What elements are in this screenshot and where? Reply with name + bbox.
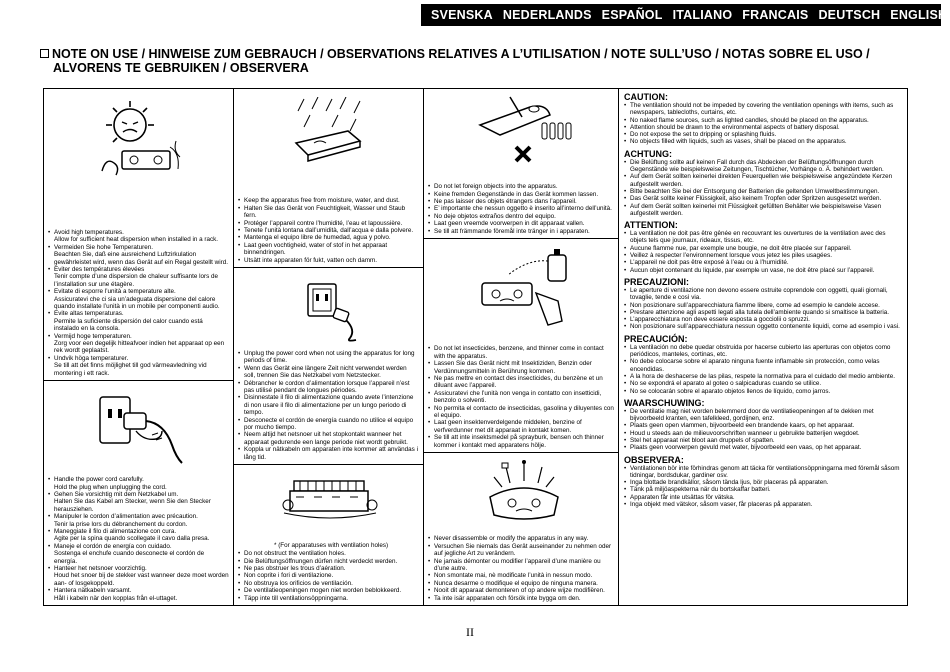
warning-title: PRECAUZIONI: — [624, 276, 689, 287]
cell-disassemble — [424, 453, 618, 605]
foreign-es: • No deje objetos extraños dentro del equipo. — [428, 213, 614, 220]
warning-item: • Prestare attenzione agli aspetti legati alla tutela dell’ambiente quando si smaltisce la batteria. — [624, 309, 904, 316]
insecticide-es: • No permita el contacto de insecticidas, gasolina y diluyentes con el equipo. — [428, 405, 614, 420]
disassemble-it: • Non smontate mai, nè modificate l’unità in nessun modo. — [428, 572, 614, 579]
unplug-de: • Wenn das Gerät eine längere Zeit nicht verwendet werden soll, trennen Sie das Netzkabel vom Netzstecker. — [238, 365, 419, 380]
ventilation-note: * (For apparatuses with ventilation holes) — [274, 542, 389, 549]
unplug-fr: • Débrancher le cordon d’alimentation lorsque l’appareil n’est pas utilisé pendant de longues périodes. — [238, 380, 419, 395]
column-1 — [44, 89, 234, 605]
warning-item: • No debe colocarse sobre el aparato ninguna fuente inflamable sin protección, como velas encendidas. — [624, 358, 904, 373]
language-bar — [421, 4, 948, 26]
insecticide-sv: • Se till att inte insektsmedel på sprayburk, bensen och thinner kommer i kontakt med apparatens hölje. — [428, 434, 614, 449]
moisture-text — [238, 197, 419, 264]
warning-item: • La ventilación no debe quedar obstruida por hacerse cubierto las aperturas con objetos como periódicos, manteles, cortinas, etc. — [624, 344, 904, 359]
warning-item: • Plaats geen open vlammen, bijvoorbeeld een brandende kaars, op het apparaat. — [624, 422, 904, 429]
column-2 — [234, 89, 424, 605]
ventilation-es: • No obstruya los orificios de ventilación. — [238, 580, 419, 587]
cell-high-temperature — [44, 89, 233, 381]
disassemble-sv: • Ta inte isär apparaten och försök inte bygga om den. — [428, 595, 614, 602]
disassemble-de: • Versuchen Sie niemals das Gerät auseinander zu nehmen oder auf jegliche Art zu verändern. — [428, 543, 614, 558]
warning-item: • Do not expose the set to dripping or splashing fluids. — [624, 131, 904, 138]
lang-svenska: SVENSKA — [431, 8, 493, 22]
unplug-nl: • Neem altijd het netsnoer uit het stopkontakt wanneer het apparaat gedurende een lange periode niet wordt gebruikt. — [238, 431, 419, 446]
moisture-sv: • Utsätt inte apparaten för fukt, vatten och damm. — [238, 257, 419, 264]
covered-vents-icon — [280, 471, 380, 531]
insecticide-it: • Assicuratevi che l’unità non venga in contatto con insetticidi, benzolo o solventi. — [428, 390, 614, 405]
foreign-objects-icon — [476, 93, 576, 171]
warning-item: • No objects filled with liquids, such as vases, shall be placed on the apparatus. — [624, 138, 904, 145]
warning-item: • No se expondrá el aparato al goteo o salpicaduras cuando se utilice. — [624, 380, 904, 387]
warning-item: • No naked flame sources, such as lighted candles, should be placed on the apparatus. — [624, 117, 904, 124]
insecticide-de: • Lassen Sie das Gerät nicht mit Insektiziden, Benzin oder Verdünnungsmitteln in Berührung kommen. — [428, 360, 614, 375]
notes-grid — [43, 88, 908, 606]
insecticide-en: • Do not let insecticides, benzene, and thinner come in contact with the apparatus. — [428, 345, 614, 360]
checkbox-icon — [40, 49, 49, 58]
insecticide-nl: • Laat geen insektenverdelgende middelen, benzine of verfverdunner met dit apparaat in kontakt komen. — [428, 419, 614, 434]
warning-item: • Auf dem Gerät sollten keinerlei mit Flüssigkeit gefüllten Behälter wie beispielsweise Vasen aufgestellt werden. — [624, 203, 904, 218]
cord-handle-en: • Handle the power cord carefully. Hold the plug when unplugging the cord. — [48, 476, 229, 491]
foreign-nl: • Laat geen vreemde voorwerpen in dit apparaat vallen. — [428, 220, 614, 227]
disassemble-fr: • Ne jamais démonter ou modifier l’appareil d’une manière ou d’une autre. — [428, 558, 614, 573]
lang-english: ENGLISH — [890, 8, 948, 22]
lang-espanol: ESPAÑOL — [601, 8, 663, 22]
warning-item: • Apparaten får inte utsättas för vätska. — [624, 494, 904, 501]
warning-title: OBSERVERA: — [624, 454, 684, 465]
ventilation-nl: • De ventilatieopeningen mogen niet worden beblokkeerd. — [238, 587, 419, 594]
warning-item: • La ventilation ne doit pas être gênée en recouvrant les ouvertures de la ventilation avec des objets tels que journaux, rideaux, tissus, etc. — [624, 230, 904, 245]
warning-item: • A la hora de deshacerse de las pilas, respete la normativa para el cuidado del medio ambiente. — [624, 373, 904, 380]
warning-item: • L’apparecchiatura non deve essere esposta a gocciolii o spruzzi. — [624, 316, 904, 323]
cell-unplug — [234, 268, 423, 465]
heading-line-1: NOTE ON USE / HINWEISE ZUM GEBRAUCH / OBSERVATIONS RELATIVES A L’UTILISATION / NOTE SULL’USO / NOTAS SOBRE EL USO / — [52, 47, 870, 61]
sun-heat-icon — [92, 97, 192, 183]
warning-title: ACHTUNG: — [624, 148, 672, 159]
temperature-text — [48, 229, 229, 377]
warning-item: • Ventilationen bör inte förhindras genom att täcka för ventilationsöppningarna med föremål såsom tidningar, bordsdukar, gardiner osv. — [624, 465, 904, 480]
cord-handle-sv: • Hantera nätkabeln varsamt. Håll i kabeln när den kopplas från el-uttaget. — [48, 587, 229, 602]
ventilation-sv: • Täpp inte till ventilationsöppningarna. — [238, 595, 419, 602]
heading-line-2: ALVORENS TE GEBRUIKEN / OBSERVERA — [53, 61, 309, 75]
temperature-fr: • Eviter des températures élevées Tenir compte d’une dispersion de chaleur suffisante lors de l’installation sur une étagère. — [48, 266, 229, 288]
plug-hand-icon — [96, 393, 186, 467]
lang-nederlands: NEDERLANDS — [502, 8, 592, 22]
temperature-es: • Evite altas temperaturas. Permite la suficiente dispersión del calor cuando está instalado en la consola. — [48, 310, 229, 332]
foreign-objects-text — [428, 183, 614, 235]
temperature-en: • Avoid high temperatures. Allow for sufficient heat dispersion when installed in a rack. — [48, 229, 229, 244]
warning-item: • Bitte beachten Sie bei der Entsorgung der Batterien die geltenden Umweltbestimmungen. — [624, 188, 904, 195]
wall-outlet-icon — [304, 280, 374, 342]
warning-item: • De ventilatie mag niet worden belemmerd door de ventilatieopeningen af te dekken met bijvoorbeeld kranten, een tafelkleed, gordijnen, enz. — [624, 408, 904, 423]
warning-title: WAARSCHUWING: — [624, 397, 705, 408]
column-warnings — [619, 89, 908, 605]
cell-insecticide — [424, 239, 618, 453]
unplug-en: • Unplug the power cord when not using the apparatus for long periods of time. — [238, 350, 419, 365]
foreign-it: • E’ importante che nessun oggetto è inserito all’interno dell’unità. — [428, 205, 614, 212]
lang-francais: FRANCAIS — [742, 8, 809, 22]
disassemble-text — [428, 535, 614, 602]
warning-item: • No se colocarán sobre el aparato objetos llenos de líquido, como jarros. — [624, 388, 904, 395]
warning-item: • The ventilation should not be impeded by covering the ventilation openings with items, such as newspapers, tablecloths, curtains, etc. — [624, 102, 904, 117]
ventilation-fr: • Ne pas obstruer les trous d’aération. — [238, 565, 419, 572]
warning-item: • Inga blottade brandkällor, såsom tända ljus, bör placeras på apparaten. — [624, 479, 904, 486]
disassembled-unit-icon — [484, 459, 564, 521]
cord-handle-es: • Maneje el cordón de energía con cuidado. Sostenga el enchufe cuando desconecte el cordón de energía. — [48, 543, 229, 565]
cord-handle-de: • Gehen Sie vorsichtig mit dem Netzkabel um. Halten Sie das Kabel am Stecker, wenn Sie den Stecker herausziehen. — [48, 491, 229, 513]
moisture-es: • Mantenga el equipo libre de humedad, agua y polvo. — [238, 234, 419, 241]
cord-handle-fr: • Manipuler le cordon d’alimentation avec précaution. Tenir la prise lors du débranchement du cordon. — [48, 513, 229, 528]
cord-handle-text — [48, 476, 229, 602]
disassemble-nl: • Nooit dit apparaat demonteren of op andere wijze modifiëren. — [428, 587, 614, 594]
foreign-en: • Do not let foreign objects into the apparatus. — [428, 183, 614, 190]
warning-item: • Aucun objet contenant du liquide, par exemple un vase, ne doit être placé sur l’appareil. — [624, 267, 904, 274]
temperature-it: • Evitate di esporre l’unità a temperature alte. Assicuratevi che ci sia un’adeguata dispersione del calore quando installate l’unità in un mobile per componenti audio. — [48, 288, 229, 310]
water-drops-icon — [284, 97, 374, 172]
disassemble-es: • Nunca desarme o modifique el equipo de ninguna manera. — [428, 580, 614, 587]
warning-item: • Stel het apparaat niet bloot aan druppels of spatten. — [624, 437, 904, 444]
moisture-en: • Keep the apparatus free from moisture, water, and dust. — [238, 197, 419, 204]
warning-title: CAUTION: — [624, 92, 668, 102]
warning-item: • Le aperture di ventilazione non devono essere ostruite coprendole con oggetti, quali giornali, tovaglie, tende e così via. — [624, 287, 904, 302]
warning-item: • Inga objekt med vätskor, såsom vaser, får placeras på apparaten. — [624, 501, 904, 508]
cell-handle-cord — [44, 381, 233, 605]
column-3 — [424, 89, 619, 605]
warning-title: ATTENTION: — [624, 220, 678, 231]
temperature-nl: • Vermijd hoge temperaturen. Zorg voor een degelijk hitteafvoer indien het apparaat op een rek wordt geplaatst. — [48, 333, 229, 355]
warning-item: • Non posizionare sull’apparecchiatura nessun oggetto contenente liquidi, come ad esempio i vasi. — [624, 323, 904, 330]
warning-item: • Das Gerät sollte keiner Flüssigkeit, also keinem Tropfen oder Spritzen ausgesetzt werden. — [624, 195, 904, 202]
unplug-it: • Disinnestate il filo di alimentazione quando avete l’intenzione di non usare il filo di alimentazione per un lungo periodo di tempo. — [238, 394, 419, 416]
temperature-de: • Vermeiden Sie hohe Temperaturen. Beachten Sie, daß eine ausreichend Luftzirkulation gewährleistet wird, wenn das Gerät auf ein Regal gestellt wird. — [48, 244, 229, 266]
cell-ventilation — [234, 465, 423, 605]
foreign-sv: • Se till att främmande föremål inte tränger in i apparaten. — [428, 228, 614, 235]
moisture-fr: • Protéger l’appareil contre l’humidité, l’eau et lapoussière. — [238, 220, 419, 227]
ventilation-de: • Die Belüftungsöffnungen dürfen nicht verdeckt werden. — [238, 558, 419, 565]
warning-item: • L’appareil ne doit pas être exposé à l’eau ou à l’humidité. — [624, 259, 904, 266]
warning-item: • Non posizionare sull’apparecchiatura fiamme libere, come ad esempio le candele accese. — [624, 302, 904, 309]
ventilation-text — [238, 550, 419, 602]
page-number: II — [466, 625, 474, 639]
warning-title: PRECAUCIÓN: — [624, 333, 688, 344]
moisture-de: • Halten Sie das Gerät von Feuchtigkeit, Wasser und Staub fern. — [238, 205, 419, 220]
cell-foreign-objects — [424, 89, 618, 239]
insecticide-fr: • Ne pas mettre en contact des insecticides, du benzène et un diluant avec l’appareil. — [428, 375, 614, 390]
unplug-sv: • Koppla ur nätkabeln om apparaten inte kommer att användas i lång tid. — [238, 446, 419, 461]
warning-item: • Die Belüftung sollte auf keinen Fall durch das Abdecken der Belüftungsöffnungen durch Gegenstände wie beispielsweise Zeitungen, Tischtücher, Vorhänge o. Ä. behindert werden. — [624, 159, 904, 174]
foreign-de: • Keine fremden Gegenstände in das Gerät kommen lassen. — [428, 191, 614, 198]
lang-deutsch: DEUTSCH — [818, 8, 881, 22]
warning-item: • Veillez à respecter l’environnement lorsque vous jetez les piles usagées. — [624, 252, 904, 259]
lang-italiano: ITALIANO — [672, 8, 733, 22]
foreign-fr: • Ne pas laisser des objets étrangers dans l’appareil. — [428, 198, 614, 205]
warning-item: • Houd u steeds aan de milieuvoorschriften wanneer u gebruikte batterijen wegdoet. — [624, 430, 904, 437]
warnings-list — [624, 92, 904, 508]
spray-can-icon — [474, 249, 574, 329]
disassemble-en: • Never disassemble or modify the apparatus in any way. — [428, 535, 614, 542]
cord-handle-nl: • Hanteer het netsnoer voorzichtig. Houd het snoer bij de stekker vast wanneer deze moet worden aan- of losgekoppeld. — [48, 565, 229, 587]
cell-moisture — [234, 89, 423, 268]
warning-item: • Plaats geen voorwerpen gevuld met water, bijvoorbeeld een vaas, op het apparaat. — [624, 444, 904, 451]
warning-item: • Tänk på miljöaspekterna när du bortskaffar batteri. — [624, 486, 904, 493]
ventilation-en: • Do not obstruct the ventilation holes. — [238, 550, 419, 557]
temperature-sv: • Undvik höga temperaturer. Se till att det finns möjlighet till god värmeavledning vid montering i ett rack. — [48, 355, 229, 377]
warning-item: • Aucune flamme nue, par exemple une bougie, ne doit être placée sur l’appareil. — [624, 245, 904, 252]
warning-item: • Attention should be drawn to the environmental aspects of battery disposal. — [624, 124, 904, 131]
unplug-es: • Desconecte el cordón de energía cuando no utilice el equipo por mucho tiempo. — [238, 417, 419, 432]
insecticide-text — [428, 345, 614, 449]
moisture-nl: • Laat geen vochtigheid, water of stof in het apparaat binnendringen. — [238, 242, 419, 257]
unplug-text — [238, 350, 419, 461]
ventilation-it: • Non coprite i fori di ventilazione. — [238, 572, 419, 579]
warning-item: • Auf dem Gerät sollten keinerlei direkten Feuerquellen wie beispielsweise angezündete Kerzen aufgestellt werden. — [624, 173, 904, 188]
cord-handle-it: • Maneggiate il filo di alimentazione con cura. Agite per la spina quando scollegate il cavo dalla presa. — [48, 528, 229, 543]
page-heading — [40, 47, 920, 75]
moisture-it: • Tenete l’unità lontana dall’umidità, dall’acqua e dalla polvere. — [238, 227, 419, 234]
